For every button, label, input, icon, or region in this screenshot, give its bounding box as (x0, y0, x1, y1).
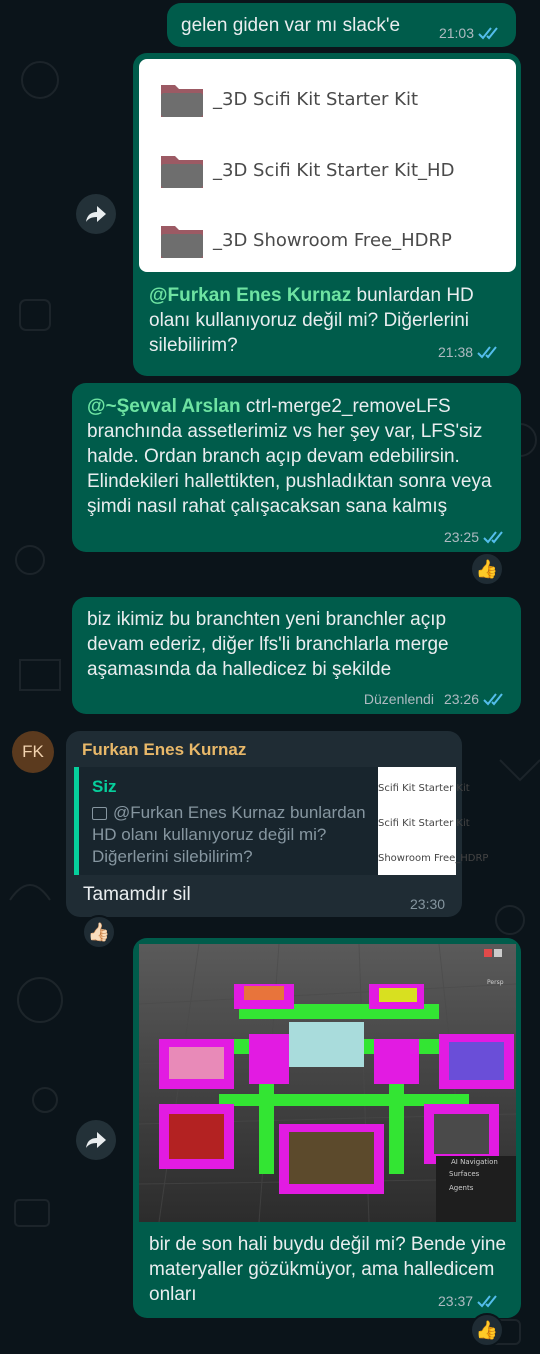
message-meta (444, 529, 509, 545)
quote-thumbnail (378, 767, 489, 875)
folder-icon (159, 150, 205, 190)
thumb-label: Showroom Free_HDRP (378, 853, 489, 864)
edited-label: Düzenlendi (363, 691, 434, 707)
image-icon (92, 807, 107, 820)
folder-name: _3D Scifi Kit Starter Kit_HD (213, 159, 455, 181)
message-meta (438, 344, 503, 360)
shared-image-scene[interactable] (139, 944, 516, 1222)
overlay-label: AI Navigation (451, 1158, 498, 1166)
thumb-label: Scifi Kit Starter Kit (378, 818, 470, 829)
message-body: ctrl-merge2_removeLFS branchında assetlerimiz vs her şey var, LFS'siz halde. Ordan branch açıp devam edebilirsin. Elindekileri hallettikten, pushladıktan sonra veya şimdi nasıl rahat çalışacaksan sana kalmış (87, 396, 492, 517)
forward-button[interactable] (76, 1120, 116, 1160)
message-text: bunlardan HD olanı kullanıyoruz değil mi? Diğerlerini silebilirim? (149, 285, 474, 356)
double-check-icon (477, 344, 503, 360)
reply-quote[interactable] (74, 767, 489, 875)
folder-name: _3D Scifi Kit Starter Kit (213, 88, 419, 110)
mention[interactable]: @Furkan Enes Kurnaz (149, 285, 352, 306)
message-meta (364, 691, 509, 707)
overlay-label: Persp (487, 979, 504, 986)
folder-icon (159, 220, 205, 260)
thumb-label: Scifi Kit Starter Kit (378, 783, 470, 794)
message-meta (439, 25, 504, 41)
overlay-label: Surfaces (449, 1170, 480, 1178)
forward-icon (85, 1131, 107, 1149)
double-check-icon (483, 529, 509, 545)
reaction-badge[interactable]: 👍 (470, 552, 504, 586)
sender-name[interactable]: Furkan Enes Kurnaz (82, 740, 247, 759)
message-text: gelen giden var mı slack'e (181, 15, 401, 36)
folder-item (159, 150, 454, 190)
mention[interactable]: @~Şevval Arslan (87, 396, 241, 417)
forwarded-image-folders[interactable] (139, 59, 516, 272)
double-check-icon (478, 25, 504, 41)
quote-body (92, 802, 372, 868)
message-time: 23:26 (443, 691, 479, 707)
overlay-label: Agents (449, 1184, 474, 1192)
quote-accent-bar (74, 767, 79, 875)
message-bubble-outgoing[interactable] (167, 3, 516, 47)
message-caption: bir de son hali buydu değil mi? Bende yine materyaller gözükmüyor, ama halledicem onları (149, 1234, 507, 1305)
folder-name: _3D Showroom Free_HDRP (213, 229, 452, 251)
quote-author: Siz (92, 777, 117, 796)
folder-item (159, 220, 452, 260)
message-text: Tamamdır sil (83, 884, 191, 905)
double-check-icon (483, 691, 509, 707)
message-text: biz ikimiz bu branchten yeni branchler açıp devam ederiz, diğer lfs'li branchlarla merge aşamasında da halledicez bi şekilde (87, 609, 449, 680)
forward-icon (85, 205, 107, 223)
quote-text: @Furkan Enes Kurnaz bunlardan HD olanı kullanıyoruz değil mi? Diğerlerini silebilirim? (92, 803, 366, 866)
message-text (87, 394, 497, 519)
message-time: 23:25 (443, 529, 479, 545)
folder-icon (159, 79, 205, 119)
forward-button[interactable] (76, 194, 116, 234)
reaction-badge[interactable]: 👍🏻 (82, 915, 116, 949)
message-bubble-outgoing[interactable] (72, 383, 521, 552)
avatar[interactable]: FK (12, 731, 54, 773)
message-time: 21:38 (438, 344, 474, 360)
message-meta (438, 1293, 503, 1309)
message-time: 23:30 (410, 896, 446, 912)
reaction-badge[interactable]: 👍 (470, 1313, 504, 1347)
message-time: 23:37 (438, 1293, 474, 1309)
message-bubble-outgoing[interactable] (72, 597, 521, 714)
double-check-icon (477, 1293, 503, 1309)
scene-render (139, 944, 516, 1222)
folder-item (159, 79, 418, 119)
message-time: 21:03 (438, 25, 474, 41)
